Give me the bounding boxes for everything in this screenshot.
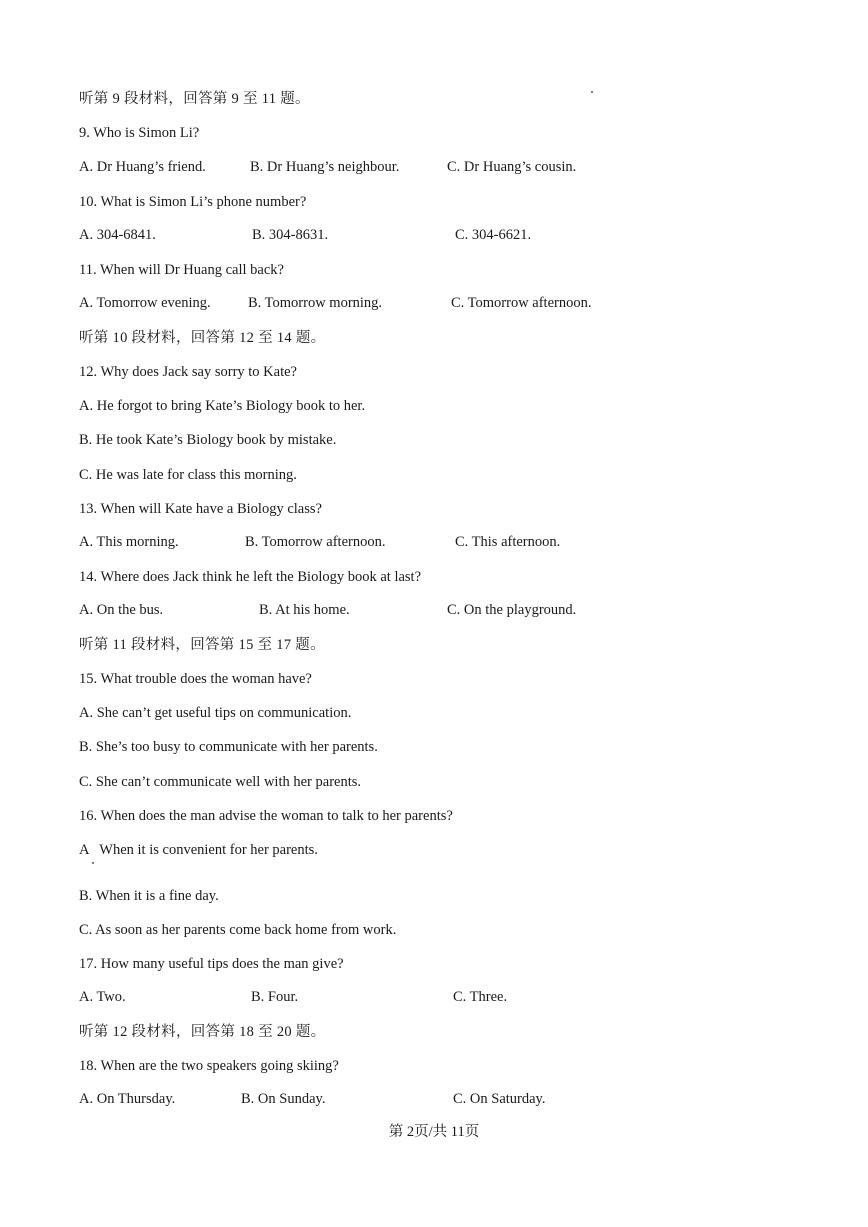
option-12-a: A. He forgot to bring Kate’s Biology book to her.	[79, 398, 366, 414]
option-11-a: A. Tomorrow evening.	[79, 295, 211, 311]
section-heading-10: 听第 10 段材料，回答第 12 至 14 题。	[79, 330, 326, 346]
question-13: 13. When will Kate have a Biology class?	[79, 501, 322, 517]
option-18-c: C. On Saturday.	[453, 1091, 546, 1107]
option-15-c: C. She can’t communicate well with her parents.	[79, 774, 361, 790]
option-10-a: A. 304-6841.	[79, 227, 156, 243]
section-heading-11: 听第 11 段材料，回答第 15 至 17 题。	[79, 637, 325, 653]
page-number: 第 2页/共 11页	[388, 1124, 480, 1140]
option-14-b: B. At his home.	[259, 602, 350, 618]
option-9-c: C. Dr Huang’s cousin.	[447, 159, 577, 175]
question-14: 14. Where does Jack think he left the Biology book at last?	[79, 569, 422, 585]
question-18: 18. When are the two speakers going skiing?	[79, 1058, 339, 1074]
question-9: 9. Who is Simon Li?	[79, 125, 200, 141]
option-9-a: A. Dr Huang’s friend.	[79, 159, 206, 175]
option-15-a: A. She can’t get useful tips on communication.	[79, 705, 352, 721]
option-12-b: B. He took Kate’s Biology book by mistake.	[79, 432, 337, 448]
option-17-a: A. Two.	[79, 989, 126, 1005]
option-14-a: A. On the bus.	[79, 602, 164, 618]
option-17-b: B. Four.	[251, 989, 299, 1005]
question-16: 16. When does the man advise the woman to talk to her parents?	[79, 808, 453, 824]
question-10: 10. What is Simon Li’s phone number?	[79, 194, 307, 210]
question-15: 15. What trouble does the woman have?	[79, 671, 312, 687]
option-10-b: B. 304-8631.	[252, 227, 329, 243]
option-17-c: C. Three.	[453, 989, 508, 1005]
scan-speck	[591, 91, 593, 93]
question-12: 12. Why does Jack say sorry to Kate?	[79, 364, 297, 380]
scan-speck	[92, 862, 94, 864]
option-13-b: B. Tomorrow afternoon.	[245, 534, 386, 550]
section-heading-9: 听第 9 段材料，回答第 9 至 11 题。	[79, 91, 310, 107]
option-13-c: C. This afternoon.	[455, 534, 561, 550]
question-17: 17. How many useful tips does the man give?	[79, 956, 344, 972]
option-16-c: C. As soon as her parents come back home from work.	[79, 922, 397, 938]
option-9-b: B. Dr Huang’s neighbour.	[250, 159, 400, 175]
question-11: 11. When will Dr Huang call back?	[79, 262, 284, 278]
option-15-b: B. She’s too busy to communicate with her parents.	[79, 739, 378, 755]
option-12-c: C. He was late for class this morning.	[79, 467, 297, 483]
option-18-b: B. On Sunday.	[241, 1091, 326, 1107]
option-11-c: C. Tomorrow afternoon.	[451, 295, 592, 311]
option-14-c: C. On the playground.	[447, 602, 577, 618]
option-10-c: C. 304-6621.	[455, 227, 532, 243]
section-heading-12: 听第 12 段材料，回答第 18 至 20 题。	[79, 1024, 326, 1040]
option-13-a: A. This morning.	[79, 534, 179, 550]
option-18-a: A. On Thursday.	[79, 1091, 176, 1107]
option-11-b: B. Tomorrow morning.	[248, 295, 383, 311]
option-16-b: B. When it is a fine day.	[79, 888, 219, 904]
option-16-a: A When it is convenient for her parents.	[79, 842, 318, 858]
